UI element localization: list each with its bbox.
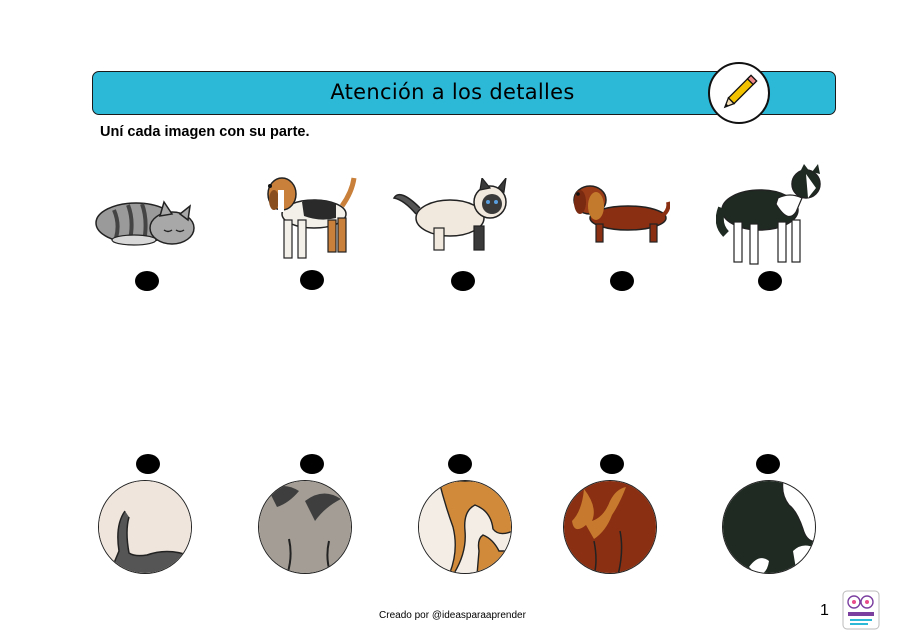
collie-fur-detail-icon (722, 480, 816, 574)
match-dot-animal[interactable] (300, 270, 324, 290)
match-dot-detail[interactable] (600, 454, 624, 474)
match-dot-detail[interactable] (300, 454, 324, 474)
dachshund-dog-icon (570, 180, 670, 250)
match-dot-detail[interactable] (756, 454, 780, 474)
cat-tail-detail-icon (98, 480, 192, 574)
page-number: 1 (820, 602, 829, 619)
pencil-icon (708, 62, 770, 124)
tabby-stripes-detail-icon (258, 480, 352, 574)
instruction-text: Uní cada imagen con su parte. (100, 124, 310, 140)
footer-credit: Creado por @ideasparaaprender (379, 610, 526, 621)
sleeping-tabby-cat-icon (94, 190, 200, 252)
ideas-para-aprender-logo-icon (842, 590, 880, 630)
match-dot-animal[interactable] (758, 271, 782, 291)
match-dot-animal[interactable] (135, 271, 159, 291)
match-dot-animal[interactable] (451, 271, 475, 291)
match-dot-detail[interactable] (136, 454, 160, 474)
page-title: Atención a los detalles (330, 80, 575, 104)
beagle-fur-detail-icon (418, 480, 512, 574)
match-dot-detail[interactable] (448, 454, 472, 474)
border-collie-dog-icon (716, 164, 828, 272)
siamese-cat-icon (390, 178, 512, 256)
match-dot-animal[interactable] (610, 271, 634, 291)
beagle-dog-icon (262, 172, 360, 268)
dachshund-fur-detail-icon (563, 480, 657, 574)
